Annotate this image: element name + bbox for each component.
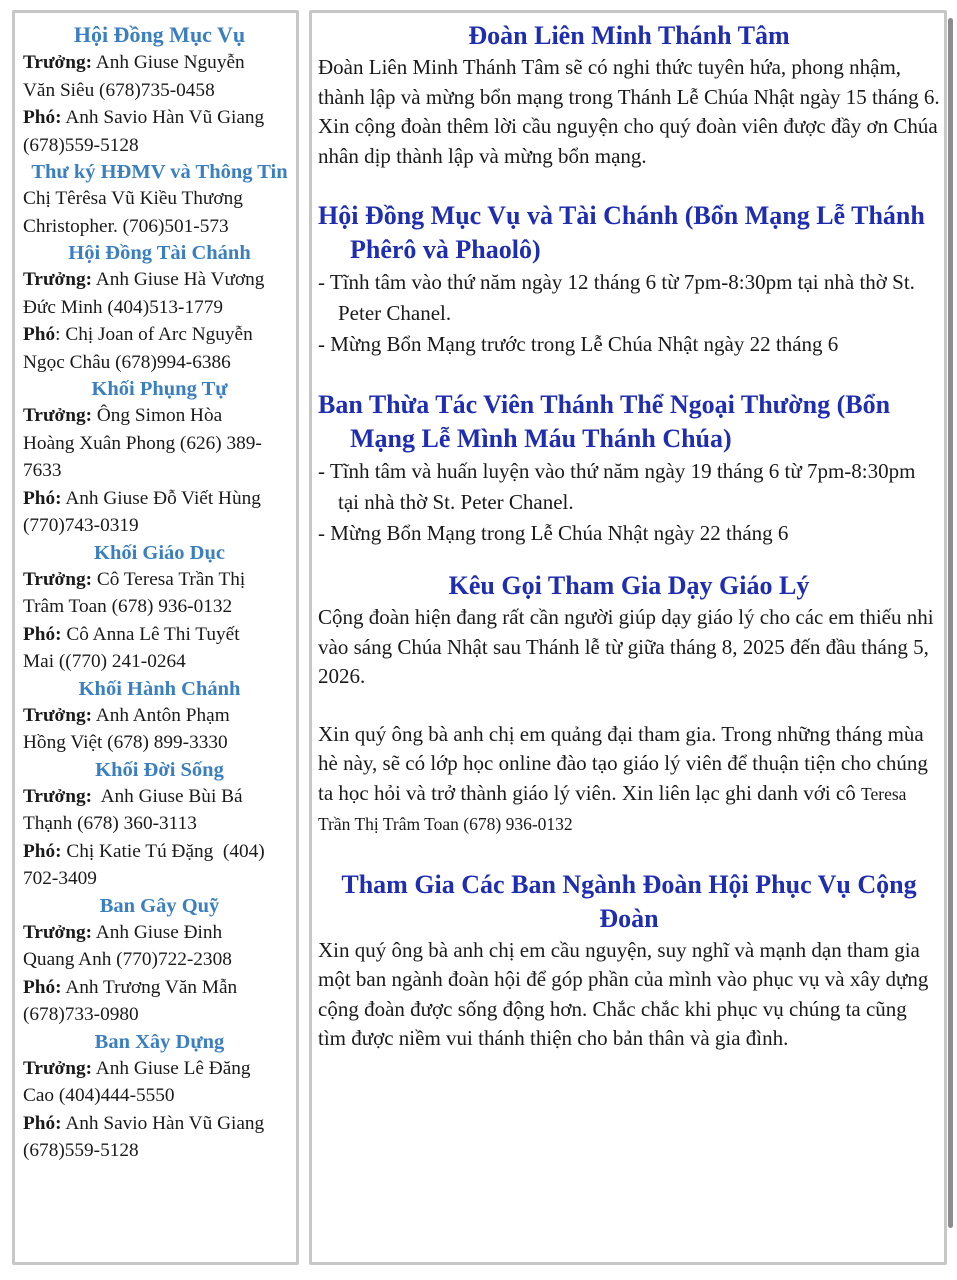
directory-line (23, 294, 296, 322)
tham-gia-ban-nganh-paragraph: Xin quý ông bà anh chị em cầu nguyện, suy nghĩ và mạnh dạn tham gia một ban ngành đoàn hội để góp phần của mình vào phục vụ và xây dựng cộng đoàn được sống động hơn. Chắc chắc khi phục vụ chúng ta cũng tìm được niềm vui thánh thiện cho bản thân và gia đình. (318, 937, 929, 1050)
contact-text: Trâm Toan (678) 936-0132 (23, 596, 233, 617)
doan-lien-minh-paragraph-2: Xin cộng đoàn thêm lời cầu nguyện cho quý đoàn viên được đầy ơn Chúa nhân dịp thành lập và mừng bổn mạng. (318, 114, 938, 168)
directory-line (23, 349, 296, 377)
giao-ly-paragraph-2 (318, 720, 940, 840)
directory-line (23, 457, 296, 485)
directory-line (23, 593, 296, 621)
directory-heading: Hội Đồng Mục Vụ (73, 22, 246, 47)
directory-line (23, 104, 296, 132)
directory-line (23, 810, 296, 838)
contact-text: Anh Giuse Hà Vương (92, 269, 265, 290)
role-label: Trưởng: (23, 405, 93, 426)
directory-line (23, 213, 296, 241)
contact-text: Cô Teresa Trần Thị (92, 568, 246, 590)
directory-line (23, 132, 296, 160)
directory-line (23, 865, 296, 893)
directory-heading: Khối Đời Sống (95, 758, 224, 781)
directory-line (23, 648, 296, 676)
directory-heading: Khối Hành Chánh (78, 677, 241, 700)
directory-line (23, 321, 296, 349)
directory-line (23, 266, 296, 294)
directory-line (23, 702, 296, 730)
contact-text: 702-3409 (23, 868, 97, 889)
contact-text: Christopher. (706)501-573 (23, 215, 229, 237)
contact-text: Anh Giuse Đỗ Viết Hùng (61, 487, 261, 509)
directory-line (23, 77, 296, 105)
directory-line (23, 974, 296, 1002)
doan-lien-minh-paragraph-1: Đoàn Liên Minh Thánh Tâm sẽ có nghi thức tuyên hứa, phong nhậm, thành lập và mừng bổn mạng trong Thánh Lễ Chúa Nhật ngày 15 tháng 6. (318, 55, 940, 109)
directory-line (23, 485, 296, 513)
contact-text: Hồng Việt (678) 899-3330 (23, 732, 228, 753)
directory-heading: Khối Giáo Dục (94, 541, 225, 564)
contact-text: Thạnh (678) 360-3113 (23, 813, 197, 834)
contact-text: Anh Giuse Lê Đăng (92, 1057, 251, 1079)
directory-line (23, 919, 296, 947)
contact-text: (678)733-0980 (23, 1004, 139, 1025)
hdmv-tai-chanh-item-1: - Tĩnh tâm vào thứ năm ngày 12 tháng 6 từ 7pm-8:30pm tại nhà thờ St. Peter Chanel. (318, 270, 915, 325)
directory-line (23, 402, 296, 430)
role-label: Phó: (23, 1112, 62, 1134)
contact-text: Chị Têrêsa Vũ Kiều Thương (23, 188, 243, 209)
contact-text: 7633 (23, 460, 62, 481)
contact-text: Cô Anna Lê Thi Tuyết (61, 623, 240, 645)
directory-line (23, 621, 296, 649)
contact-text: (678)559-5128 (23, 134, 139, 156)
contact-text: Anh Giuse Đinh (92, 921, 223, 943)
contact-text: Hoàng Xuân Phong (626) 389- (23, 432, 262, 454)
directory-heading: Ban Xây Dựng (94, 1030, 225, 1053)
contact-text: : Chị Joan of Arc Nguyễn (55, 324, 253, 345)
role-label: Phó: (23, 107, 62, 128)
contact-text: Anh Savio Hàn Vũ Giang (61, 1112, 265, 1134)
directory-line (23, 185, 296, 213)
contact-text: Anh Savio Hàn Vũ Giang (61, 107, 265, 128)
giao-ly-title: Kêu Gọi Tham Gia Dạy Giáo Lý (448, 571, 810, 600)
directory-line (23, 1055, 296, 1083)
contact-text: Đức Minh (404)513-1779 (23, 296, 224, 318)
role-label: Trưởng: (23, 568, 93, 590)
role-label: Phó: (23, 840, 62, 862)
role-label: Trưởng: (23, 704, 93, 726)
contact-text: Quang Anh (770)722-2308 (23, 949, 232, 970)
directory-line (23, 729, 296, 757)
ban-thua-tac-vien-title: Ban Thừa Tác Viên Thánh Thể Ngoại Thường (Bổn Mạng Lễ Mình Máu Thánh Chúa) (318, 390, 891, 453)
directory-line (23, 838, 296, 866)
role-label: Phó: (23, 976, 62, 998)
giao-ly-paragraph-2-text: Xin quý ông bà anh chị em quảng đại tham gia. Trong những tháng mùa hè này, sẽ có lớp học online đào tạo giáo lý viên để thuận tiện cho chúng ta học hỏi và trở thành giáo lý viên. Xin liên lạc ghi danh với cô (318, 721, 928, 805)
contact-text: Anh Antôn Phạm (92, 704, 230, 726)
role-label: Phó: (23, 623, 62, 645)
role-label: Trưởng: (23, 52, 93, 73)
directory-line (23, 49, 296, 77)
right-announcements-column (309, 10, 947, 1265)
hdmv-tai-chanh-item-2: - Mừng Bổn Mạng trước trong Lễ Chúa Nhật ngày 22 tháng 6 (318, 332, 839, 356)
contact-text: Chị Katie Tú Đặng (404) (61, 840, 265, 862)
role-label: Phó (23, 324, 56, 345)
directory-line (23, 566, 296, 594)
contact-text: (678)559-5128 (23, 1140, 139, 1161)
doan-lien-minh-title: Đoàn Liên Minh Thánh Tâm (468, 21, 790, 50)
contact-text: Ngọc Châu (678)994-6386 (23, 351, 231, 373)
contact-text: Ông Simon Hòa (92, 405, 223, 426)
contact-text: Anh Giuse Nguyễn (92, 52, 245, 73)
directory-line (23, 1110, 296, 1138)
contact-text: Văn Siêu (678)735-0458 (23, 79, 215, 101)
directory-heading: Hội Đồng Tài Chánh (68, 242, 251, 264)
role-label: Trưởng: (23, 785, 93, 807)
directory-line (23, 1001, 296, 1029)
directory-heading: Ban Gây Quỹ (99, 894, 220, 917)
ban-thua-tac-vien-item-1: - Tĩnh tâm và huấn luyện vào thứ năm ngày 19 tháng 6 từ 7pm-8:30pm tại nhà thờ St. Peter Chanel. (318, 459, 916, 514)
contact-text: Anh Giuse Bùi Bá (92, 785, 243, 807)
contact-text: Anh Trương Văn Mẫn (61, 976, 238, 998)
contact-text: (770)743-0319 (23, 515, 139, 536)
directory-line (23, 1137, 296, 1165)
directory-heading: Thư ký HĐMV và Thông Tin (31, 161, 288, 183)
hdmv-tai-chanh-title: Hội Đồng Mục Vụ và Tài Chánh (Bổn Mạng Lễ Thánh Phêrô và Phaolô) (318, 201, 925, 264)
contact-text: Mai ((770) 241-0264 (23, 651, 186, 672)
directory-line (23, 512, 296, 540)
role-label: Trưởng: (23, 921, 93, 943)
contact-text: Cao (404)444-5550 (23, 1085, 175, 1106)
giao-ly-paragraph-1: Cộng đoàn hiện đang rất cần người giúp dạy giáo lý cho các em thiếu nhi vào sáng Chúa Nhật sau Thánh lễ từ giữa tháng 8, 2025 đến đầu tháng 5, 2026. (318, 605, 934, 688)
role-label: Trưởng: (23, 1057, 93, 1079)
directory-line (23, 430, 296, 458)
left-directory-column (12, 10, 299, 1265)
directory-heading: Khối Phụng Tự (91, 378, 228, 400)
directory-line (23, 783, 296, 811)
giao-ly-contact: Teresa Trần Thị Trâm Toan (678) 936-0132 (318, 783, 907, 834)
role-label: Phó: (23, 487, 62, 509)
scrollbar[interactable] (948, 18, 953, 1228)
directory-line (23, 1082, 296, 1110)
role-label: Trưởng: (23, 269, 93, 290)
ban-thua-tac-vien-item-2: - Mừng Bổn Mạng trong Lễ Chúa Nhật ngày 22 tháng 6 (318, 521, 789, 545)
directory-line (23, 946, 296, 974)
tham-gia-ban-nganh-title: Tham Gia Các Ban Ngành Đoàn Hội Phục Vụ Cộng Đoàn (341, 869, 917, 933)
